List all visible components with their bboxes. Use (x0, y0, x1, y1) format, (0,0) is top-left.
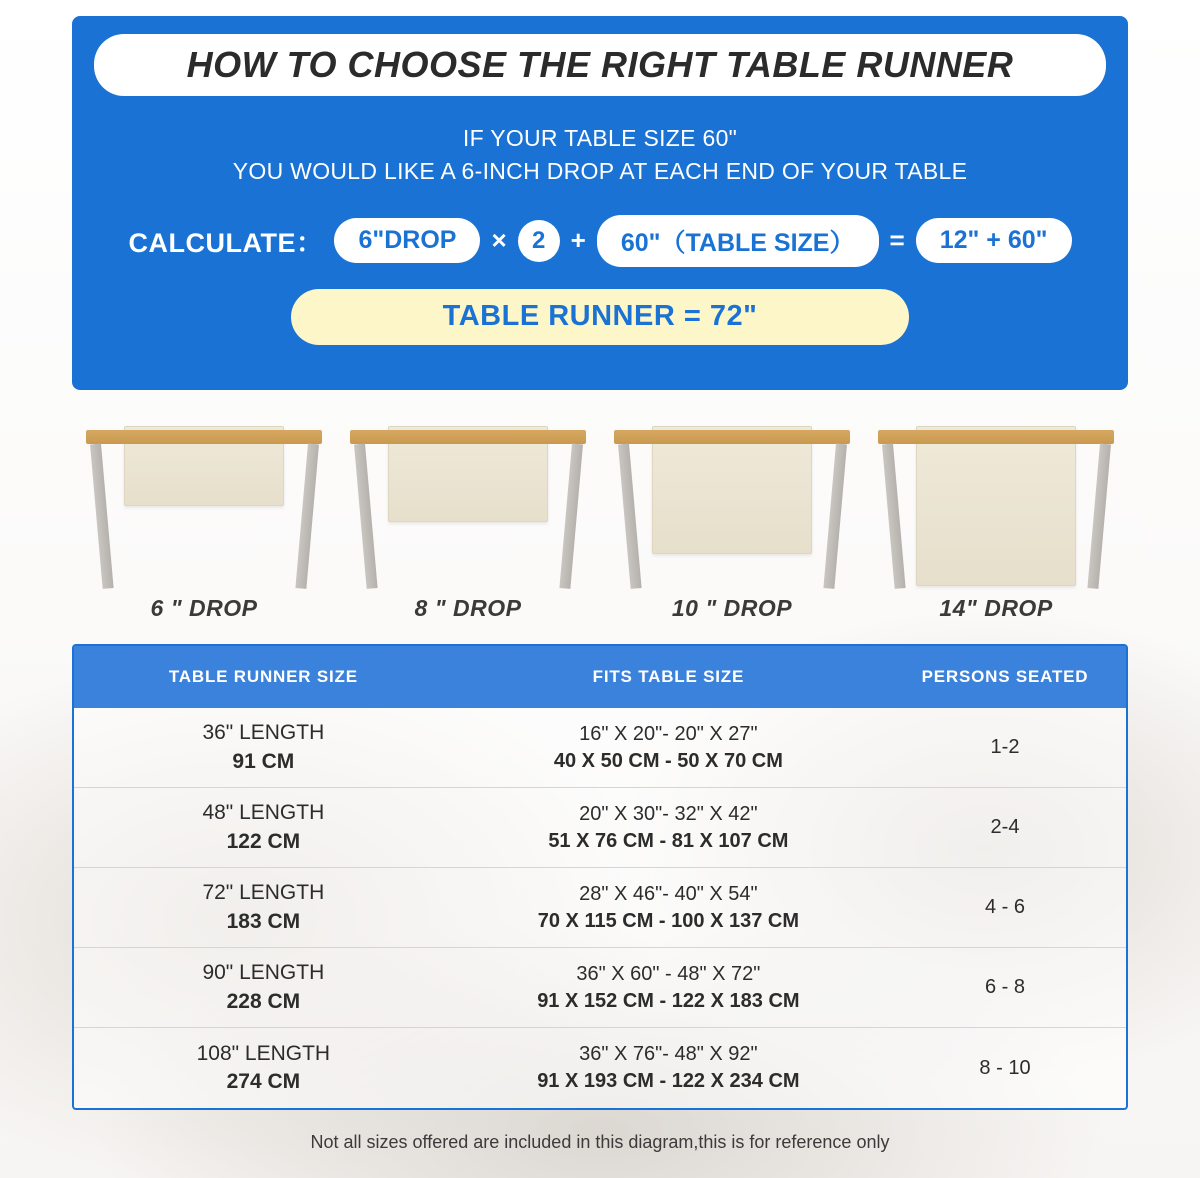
runner-size-inches: 48" LENGTH (202, 801, 325, 825)
runner-size-cm: 91 CM (232, 749, 295, 773)
drop-illustrations (72, 412, 1128, 630)
table-top-graphic (350, 430, 586, 444)
runner-size-inches: 36" LENGTH (202, 721, 325, 745)
runner-graphic (652, 426, 812, 554)
instruction-text (94, 122, 1106, 189)
runner-size-inches: 72" LENGTH (202, 881, 325, 905)
column-header-persons-seated: PERSONS SEATED (921, 667, 1089, 686)
result-badge: TABLE RUNNER = 72" (291, 289, 909, 345)
runner-size-inches: 90" LENGTH (202, 961, 325, 985)
table-top-graphic (614, 430, 850, 444)
table-leg-right (823, 444, 847, 589)
cell-fits-table-size (453, 788, 884, 867)
multiply-icon: × (491, 225, 507, 256)
drop-illustration-10 (600, 412, 864, 630)
cell-fits-table-size (453, 948, 884, 1027)
calculation-panel (72, 16, 1128, 390)
cell-persons-seated: 2-4 (990, 816, 1020, 838)
drop-illustration-6 (72, 412, 336, 630)
table-size-pill: 60"（TABLE SIZE） (597, 215, 879, 267)
multiplier-pill: 2 (518, 220, 560, 262)
runner-size-cm: 228 CM (226, 989, 301, 1013)
cell-persons-seated: 8 - 10 (979, 1056, 1031, 1079)
fits-inches: 36" X 76"- 48" X 92" (579, 1043, 758, 1065)
size-chart-table (72, 644, 1128, 1110)
cell-runner-size (74, 948, 453, 1027)
table-leg-left (90, 444, 114, 589)
drop-label: 14" DROP (939, 595, 1053, 621)
plus-icon: + (570, 225, 586, 256)
table-row (74, 868, 1126, 948)
drop-label: 6 " DROP (150, 595, 258, 621)
runner-size-cm: 274 CM (226, 1070, 301, 1093)
table-leg-right (295, 444, 319, 589)
equals-icon: = (889, 225, 905, 256)
column-header-fits-table-size: FITS TABLE SIZE (592, 667, 745, 686)
table-row (74, 788, 1126, 868)
table-leg-left (618, 444, 642, 589)
calculation-row (94, 215, 1106, 267)
table-row (74, 948, 1126, 1028)
drop-illustration-8 (336, 412, 600, 630)
runner-size-cm: 183 CM (226, 909, 301, 933)
table-top-graphic (86, 430, 322, 444)
fits-cm: 91 X 193 CM - 122 X 234 CM (537, 1070, 800, 1092)
table-leg-right (559, 444, 583, 589)
drop-label: 10 " DROP (671, 595, 793, 621)
drop-label: 8 " DROP (414, 595, 522, 621)
column-header-runner-size: TABLE RUNNER SIZE (168, 667, 358, 686)
cell-runner-size (74, 1028, 453, 1108)
table-header-row (74, 646, 1126, 708)
cell-fits-table-size (453, 868, 884, 947)
table-row (74, 1028, 1126, 1108)
cell-fits-table-size (453, 708, 884, 787)
table-leg-left (354, 444, 378, 589)
fits-cm: 40 X 50 CM - 50 X 70 CM (553, 749, 783, 772)
fits-inches: 16" X 20"- 20" X 27" (579, 722, 758, 745)
table-leg-left (882, 444, 906, 589)
page-title: HOW TO CHOOSE THE RIGHT TABLE RUNNER (94, 34, 1106, 96)
drop-illustration-14 (864, 412, 1128, 630)
table-row (74, 708, 1126, 788)
fits-cm: 51 X 76 CM - 81 X 107 CM (548, 829, 789, 852)
runner-size-cm: 122 CM (226, 829, 301, 853)
runner-size-inches: 108" LENGTH (196, 1041, 331, 1065)
table-top-graphic (878, 430, 1114, 444)
calculate-label: CALCULATE： (128, 228, 324, 259)
fits-inches: 36" X 60" - 48" X 72" (576, 962, 761, 985)
table-leg-right (1087, 444, 1111, 589)
fits-cm: 91 X 152 CM - 122 X 183 CM (537, 989, 800, 1012)
cell-fits-table-size (453, 1028, 884, 1108)
fits-cm: 70 X 115 CM - 100 X 137 CM (537, 909, 799, 932)
sum-pill: 12" + 60" (916, 218, 1072, 263)
cell-persons-seated: 4 - 6 (984, 896, 1026, 918)
cell-persons-seated: 6 - 8 (984, 976, 1026, 998)
drop-value-pill: 6"DROP (334, 218, 480, 263)
runner-graphic (916, 426, 1076, 586)
instruction-line-1: IF YOUR TABLE SIZE 60" (462, 125, 738, 151)
cell-runner-size (74, 788, 453, 867)
cell-runner-size (74, 708, 453, 787)
cell-runner-size (74, 868, 453, 947)
fits-inches: 20" X 30"- 32" X 42" (579, 802, 758, 825)
instruction-line-2: YOU WOULD LIKE A 6-INCH DROP AT EACH END OF YOUR TABLE (232, 158, 968, 185)
footnote-text: Not all sizes offered are included in this diagram,this is for reference only (310, 1132, 890, 1152)
cell-persons-seated: 1-2 (990, 736, 1020, 758)
fits-inches: 28" X 46"- 40" X 54" (579, 882, 758, 905)
